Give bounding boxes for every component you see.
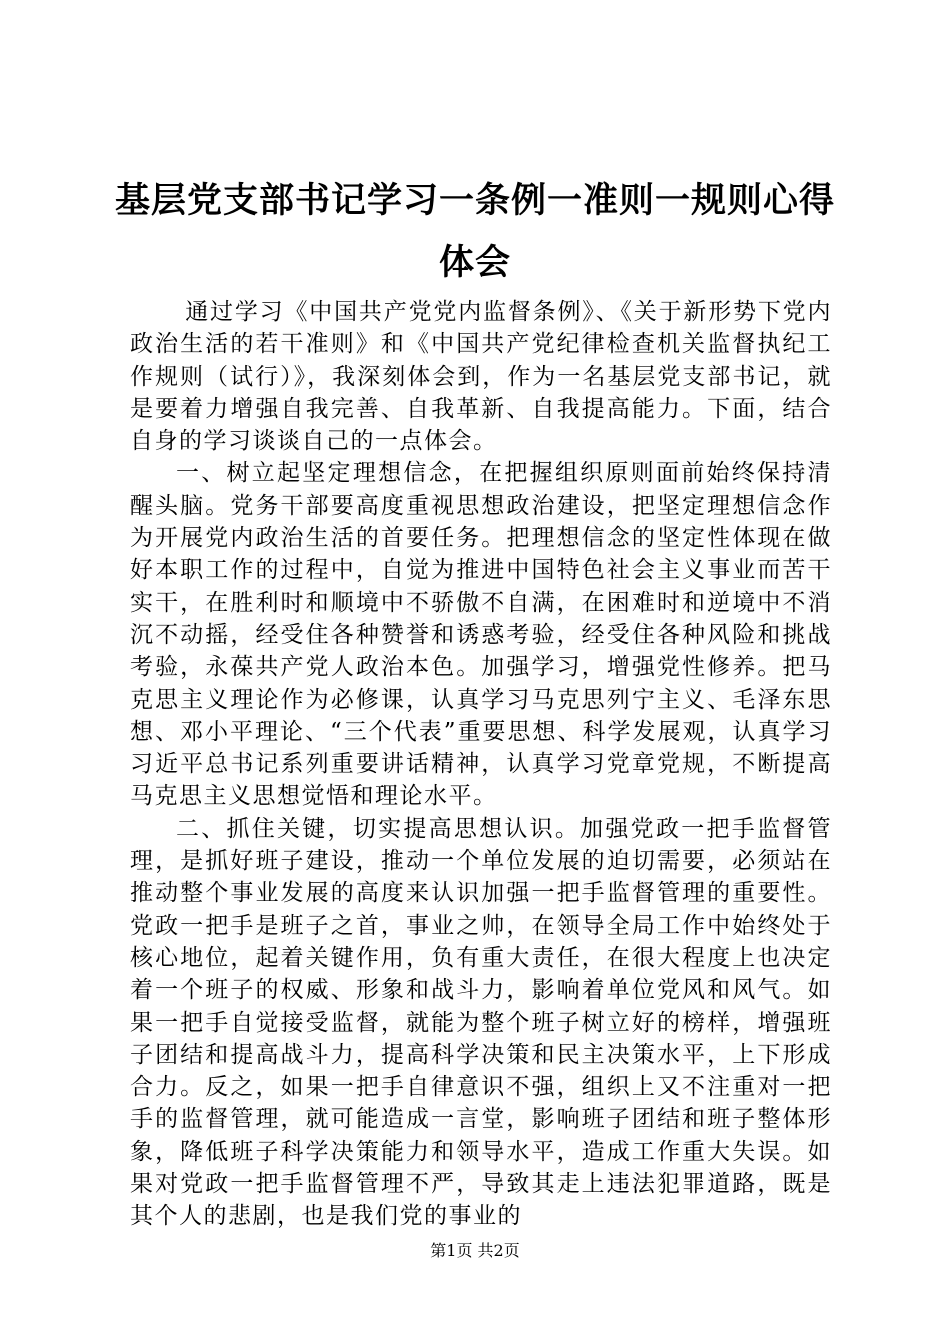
- paragraph-section-two: 二、抓住关键，切实提高思想认识。加强党政一把手监督管理，是抓好班子建设，推动一个单位发展的迫切需要，必须站在推动整个事业发展的高度来认识加强一把手监督管理的重要性。党政一把手是班子之首，事业之帅，在领导全局工作中始终处于核心地位，起着关键作用，负有重大责任，在很大程度上也决定着一个班子的权威、形象和战斗力，影响着单位党风和风气。如果一把手自觉接受监督，就能为整个班子树立好的榜样，增强班子团结和提高战斗力，提高科学决策和民主决策水平，上下形成合力。反之，如果一把手自律意识不强，组织上又不注重对一把手的监督管理，就可能造成一言堂，影响班子团结和班子整体形象，降低班子科学决策能力和领导水平，造成工作重大失误。如果对党政一把手监督管理不严，导致其走上违法犯罪道路，既是其个人的悲剧，也是我们党的事业的: [130, 815, 832, 1230]
- page-number-footer: 第1页 共2页: [430, 1241, 520, 1260]
- paragraph-section-one: 一、树立起坚定理想信念，在把握组织原则面前始终保持清醒头脑。党务干部要高度重视思想政治建设，把坚定理想信念作为开展党内政治生活的首要任务。把理想信念的坚定性体现在做好本职工作的过程中，自觉为推进中国特色社会主义事业而苦干实干，在胜利时和顺境中不骄傲不自满，在困难时和逆境中不消沉不动摇，经受住各种赞誉和诱惑考验，经受住各种风险和挑战考验，永葆共产党人政治本色。加强学习，增强党性修养。把马克思主义理论作为必修课，认真学习马克思列宁主义、毛泽东思想、邓小平理论、“三个代表”重要思想、科学发展观，认真学习习近平总书记系列重要讲话精神，认真学习党章党规，不断提高马克思主义思想觉悟和理论水平。: [130, 460, 832, 810]
- paragraph-intro: 通过学习《中国共产党党内监督条例》、《关于新形势下党内政治生活的若干准则》和《中国共产党纪律检查机关监督执纪工作规则（试行）》，我深刻体会到，作为一名基层党支部书记，就是要着力增强自我完善、自我革新、自我提高能力。下面，结合自身的学习谈谈自己的一点体会。: [130, 299, 832, 455]
- document-body: [130, 296, 832, 1233]
- document-title: 基层党支部书记学习一条例一准则一规则心得体会: [114, 180, 835, 283]
